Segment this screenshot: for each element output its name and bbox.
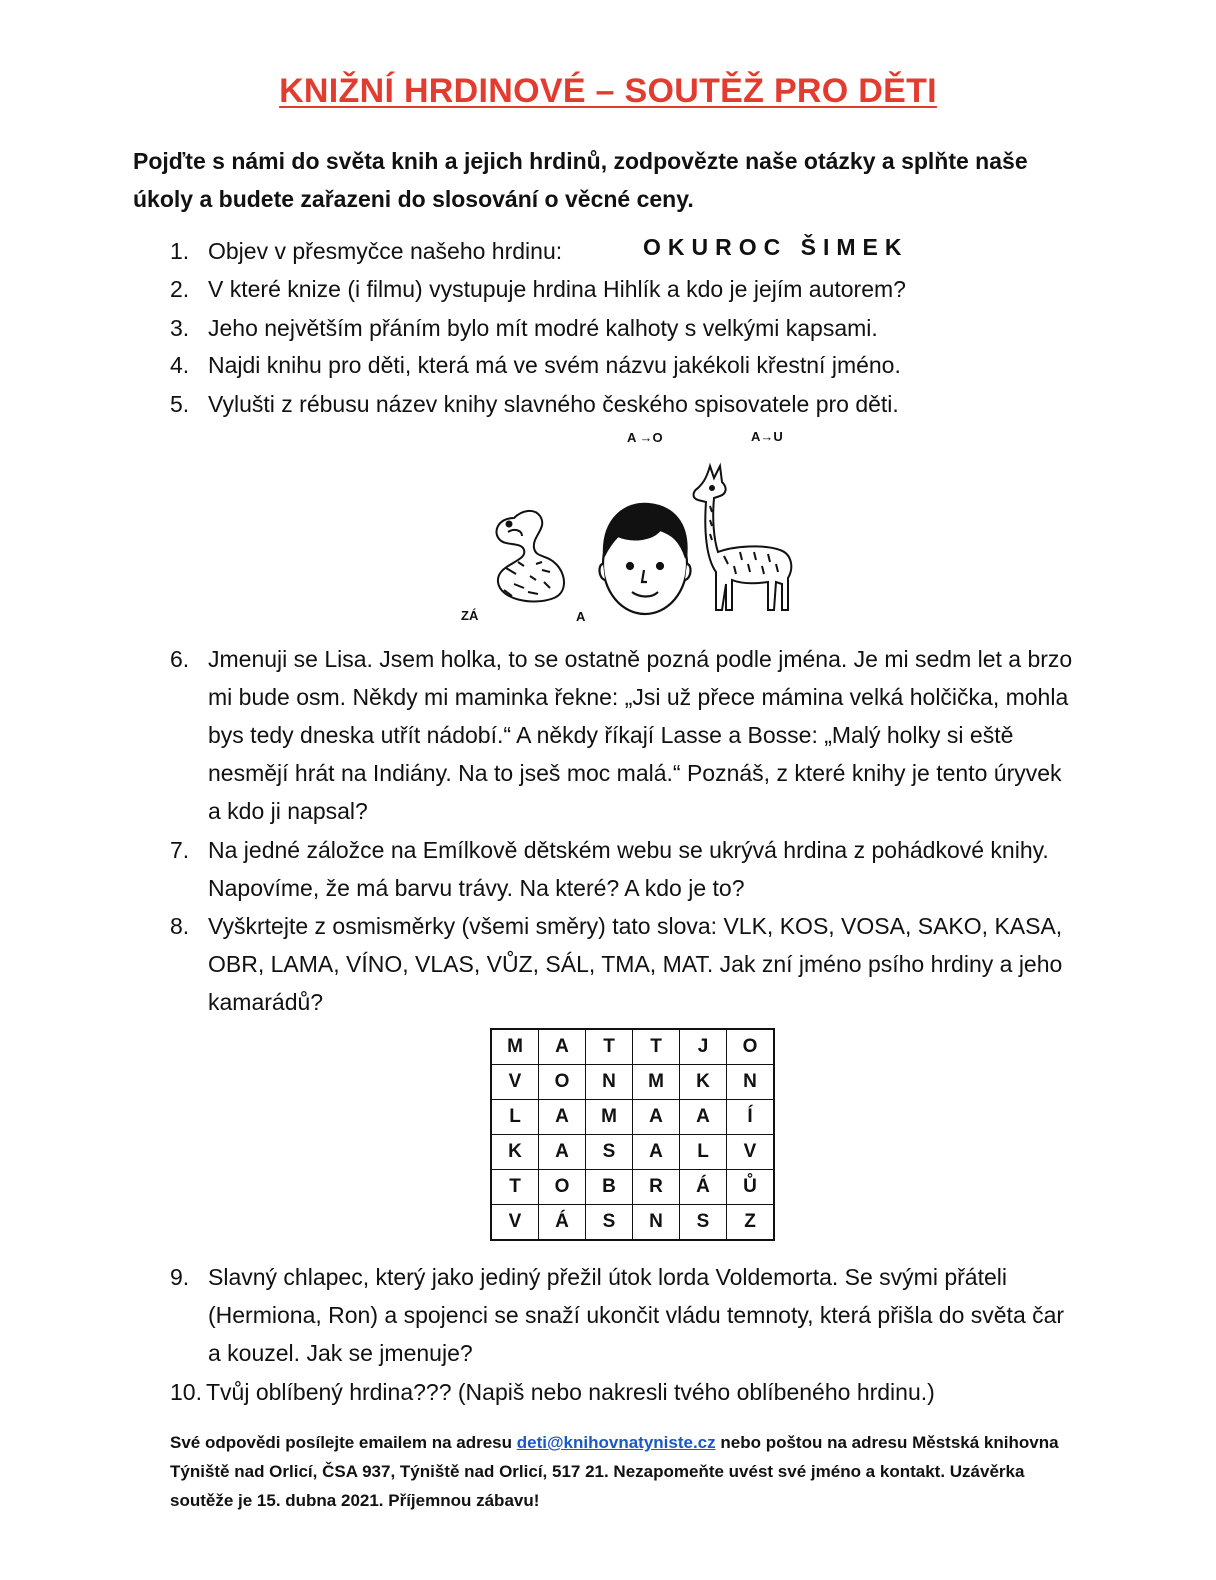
grid-cell: A: [539, 1100, 586, 1135]
grid-cell: M: [586, 1100, 633, 1135]
grid-cell: R: [633, 1170, 680, 1205]
grid-cell: Á: [680, 1170, 727, 1205]
grid-row: [491, 1029, 774, 1065]
question-number: 8.: [170, 913, 190, 939]
grid-cell: Á: [539, 1205, 586, 1241]
grid-cell: J: [680, 1029, 727, 1065]
grid-cell: M: [633, 1065, 680, 1100]
grid-cell: T: [586, 1029, 633, 1065]
grid-cell: S: [586, 1135, 633, 1170]
grid-cell: A: [633, 1135, 680, 1170]
grid-cell: O: [727, 1029, 775, 1065]
grid-cell: A: [633, 1100, 680, 1135]
grid-cell: T: [633, 1029, 680, 1065]
question-number: 6.: [170, 646, 190, 672]
grid-cell: A: [680, 1100, 727, 1135]
grid-cell: L: [680, 1135, 727, 1170]
grid-row: [491, 1205, 774, 1241]
rebus-hint-face: A →O: [627, 430, 663, 445]
question-text: Jeho největším přáním bylo mít modré kalhoty s velkými kapsami.: [208, 315, 878, 341]
rebus-hint-llama: A→U: [751, 429, 783, 444]
grid-cell: B: [586, 1170, 633, 1205]
grid-cell: Z: [727, 1205, 775, 1241]
grid-cell: N: [633, 1205, 680, 1241]
footer-text-end: nebo poštou na adresu Městská knihovna Týniště nad Orlicí, ČSA 937, Týniště nad Orlicí, 517 21. Nezapomeňte uvést své jméno a kontakt. Uzávěrka soutěže je 15. dubna 2021. Příjemnou zábavu!: [170, 1433, 1059, 1510]
question-number: 10.: [170, 1379, 202, 1405]
grid-row: [491, 1170, 774, 1205]
llama-icon: [684, 460, 798, 616]
grid-cell: Ů: [727, 1170, 775, 1205]
anagram: OKUROC ŠIMEK: [643, 234, 909, 260]
question-text: Objev v přesmyčce našeho hrdinu:: [208, 238, 563, 264]
grid-cell: A: [539, 1029, 586, 1065]
grid-cell: S: [680, 1205, 727, 1241]
question-number: 3.: [170, 315, 190, 341]
question-text: Tvůj oblíbený hrdina??? (Napiš nebo nakresli tvého oblíbeného hrdinu.): [206, 1379, 935, 1405]
grid-cell: N: [586, 1065, 633, 1100]
rebus-label-a: A: [576, 609, 586, 624]
question-text: V které knize (i filmu) vystupuje hrdina Hihlík a kdo je jejím autorem?: [208, 276, 906, 302]
question-text: Na jedné záložce na Emílkově dětském webu se ukrývá hrdina z pohádkové knihy. Napovíme, že má barvu trávy. Na které? A kdo je to?: [208, 837, 1049, 901]
question-6: [170, 640, 1080, 830]
question-number: 4.: [170, 352, 190, 378]
footer-text-start: Své odpovědi posílejte emailem na adresu: [170, 1433, 517, 1452]
intro-text: Pojďte s námi do světa knih a jejich hrdinů, zodpovězte naše otázky a splňte naše úkoly a budete zařazeni do slosování o věcné ceny.: [133, 148, 1028, 212]
grid-cell: L: [491, 1100, 539, 1135]
grid-cell: K: [680, 1065, 727, 1100]
grid-row: [491, 1135, 774, 1170]
question-text: Vyškrtejte z osmisměrky (všemi směry) tato slova: VLK, KOS, VOSA, SAKO, KASA, OBR, LAMA, VÍNO, VLAS, VŮZ, SÁL, TMA, MAT. Jak zní jméno psího hrdiny a jeho kamarádů?: [208, 913, 1063, 1015]
boy-face-icon: [596, 500, 694, 618]
footer-instructions: [170, 1428, 1070, 1515]
email-link[interactable]: deti@knihovnatyniste.cz: [516, 1433, 716, 1452]
rebus-label-za: ZÁ: [461, 608, 479, 623]
question-number: 2.: [170, 276, 190, 302]
grid-cell: O: [539, 1065, 586, 1100]
grid-cell: T: [491, 1170, 539, 1205]
grid-cell: K: [491, 1135, 539, 1170]
grid-cell: V: [727, 1135, 775, 1170]
snake-icon: [484, 502, 574, 614]
grid-cell: V: [491, 1065, 539, 1100]
grid-row: [491, 1100, 774, 1135]
question-number: 1.: [170, 238, 190, 264]
grid-cell: O: [539, 1170, 586, 1205]
grid-cell: V: [491, 1205, 539, 1241]
question-text: Najdi knihu pro děti, která má ve svém názvu jakékoli křestní jméno.: [208, 352, 901, 378]
grid-cell: A: [539, 1135, 586, 1170]
grid-cell: S: [586, 1205, 633, 1241]
grid-row: [491, 1065, 774, 1100]
question-text: Slavný chlapec, který jako jediný přežil útok lorda Voldemorta. Se svými přáteli (Hermiona, Ron) a spojenci se snaží ukončit vládu temnoty, která přišla do světa čar a kouzel. Jak se jmenuje?: [208, 1264, 1065, 1366]
grid-cell: M: [491, 1029, 539, 1065]
question-text: Vylušti z rébusu název knihy slavného českého spisovatele pro děti.: [208, 391, 899, 417]
question-number: 9.: [170, 1264, 190, 1290]
page-title: KNIŽNÍ HRDINOVÉ – SOUTĚŽ PRO DĚTI: [279, 72, 937, 110]
grid-cell: N: [727, 1065, 775, 1100]
grid-cell: Í: [727, 1100, 775, 1135]
question-number: 7.: [170, 837, 190, 863]
question-number: 5.: [170, 391, 190, 417]
question-text: Jmenuji se Lisa. Jsem holka, to se ostatně pozná podle jména. Je mi sedm let a brzo mi bude osm. Někdy mi maminka řekne: „Jsi už přece mámina velká holčička, mohla bys tedy dneska utřít nádobí.“ A někdy říkají Lasse a Bosse: „Malý holky si eště nesmějí hrát na Indiány. Na to jseš moc malá.“ Poznáš, z které knihy je tento úryvek a kdo ji napsal?: [208, 646, 1073, 824]
word-search-grid: [490, 1028, 775, 1241]
